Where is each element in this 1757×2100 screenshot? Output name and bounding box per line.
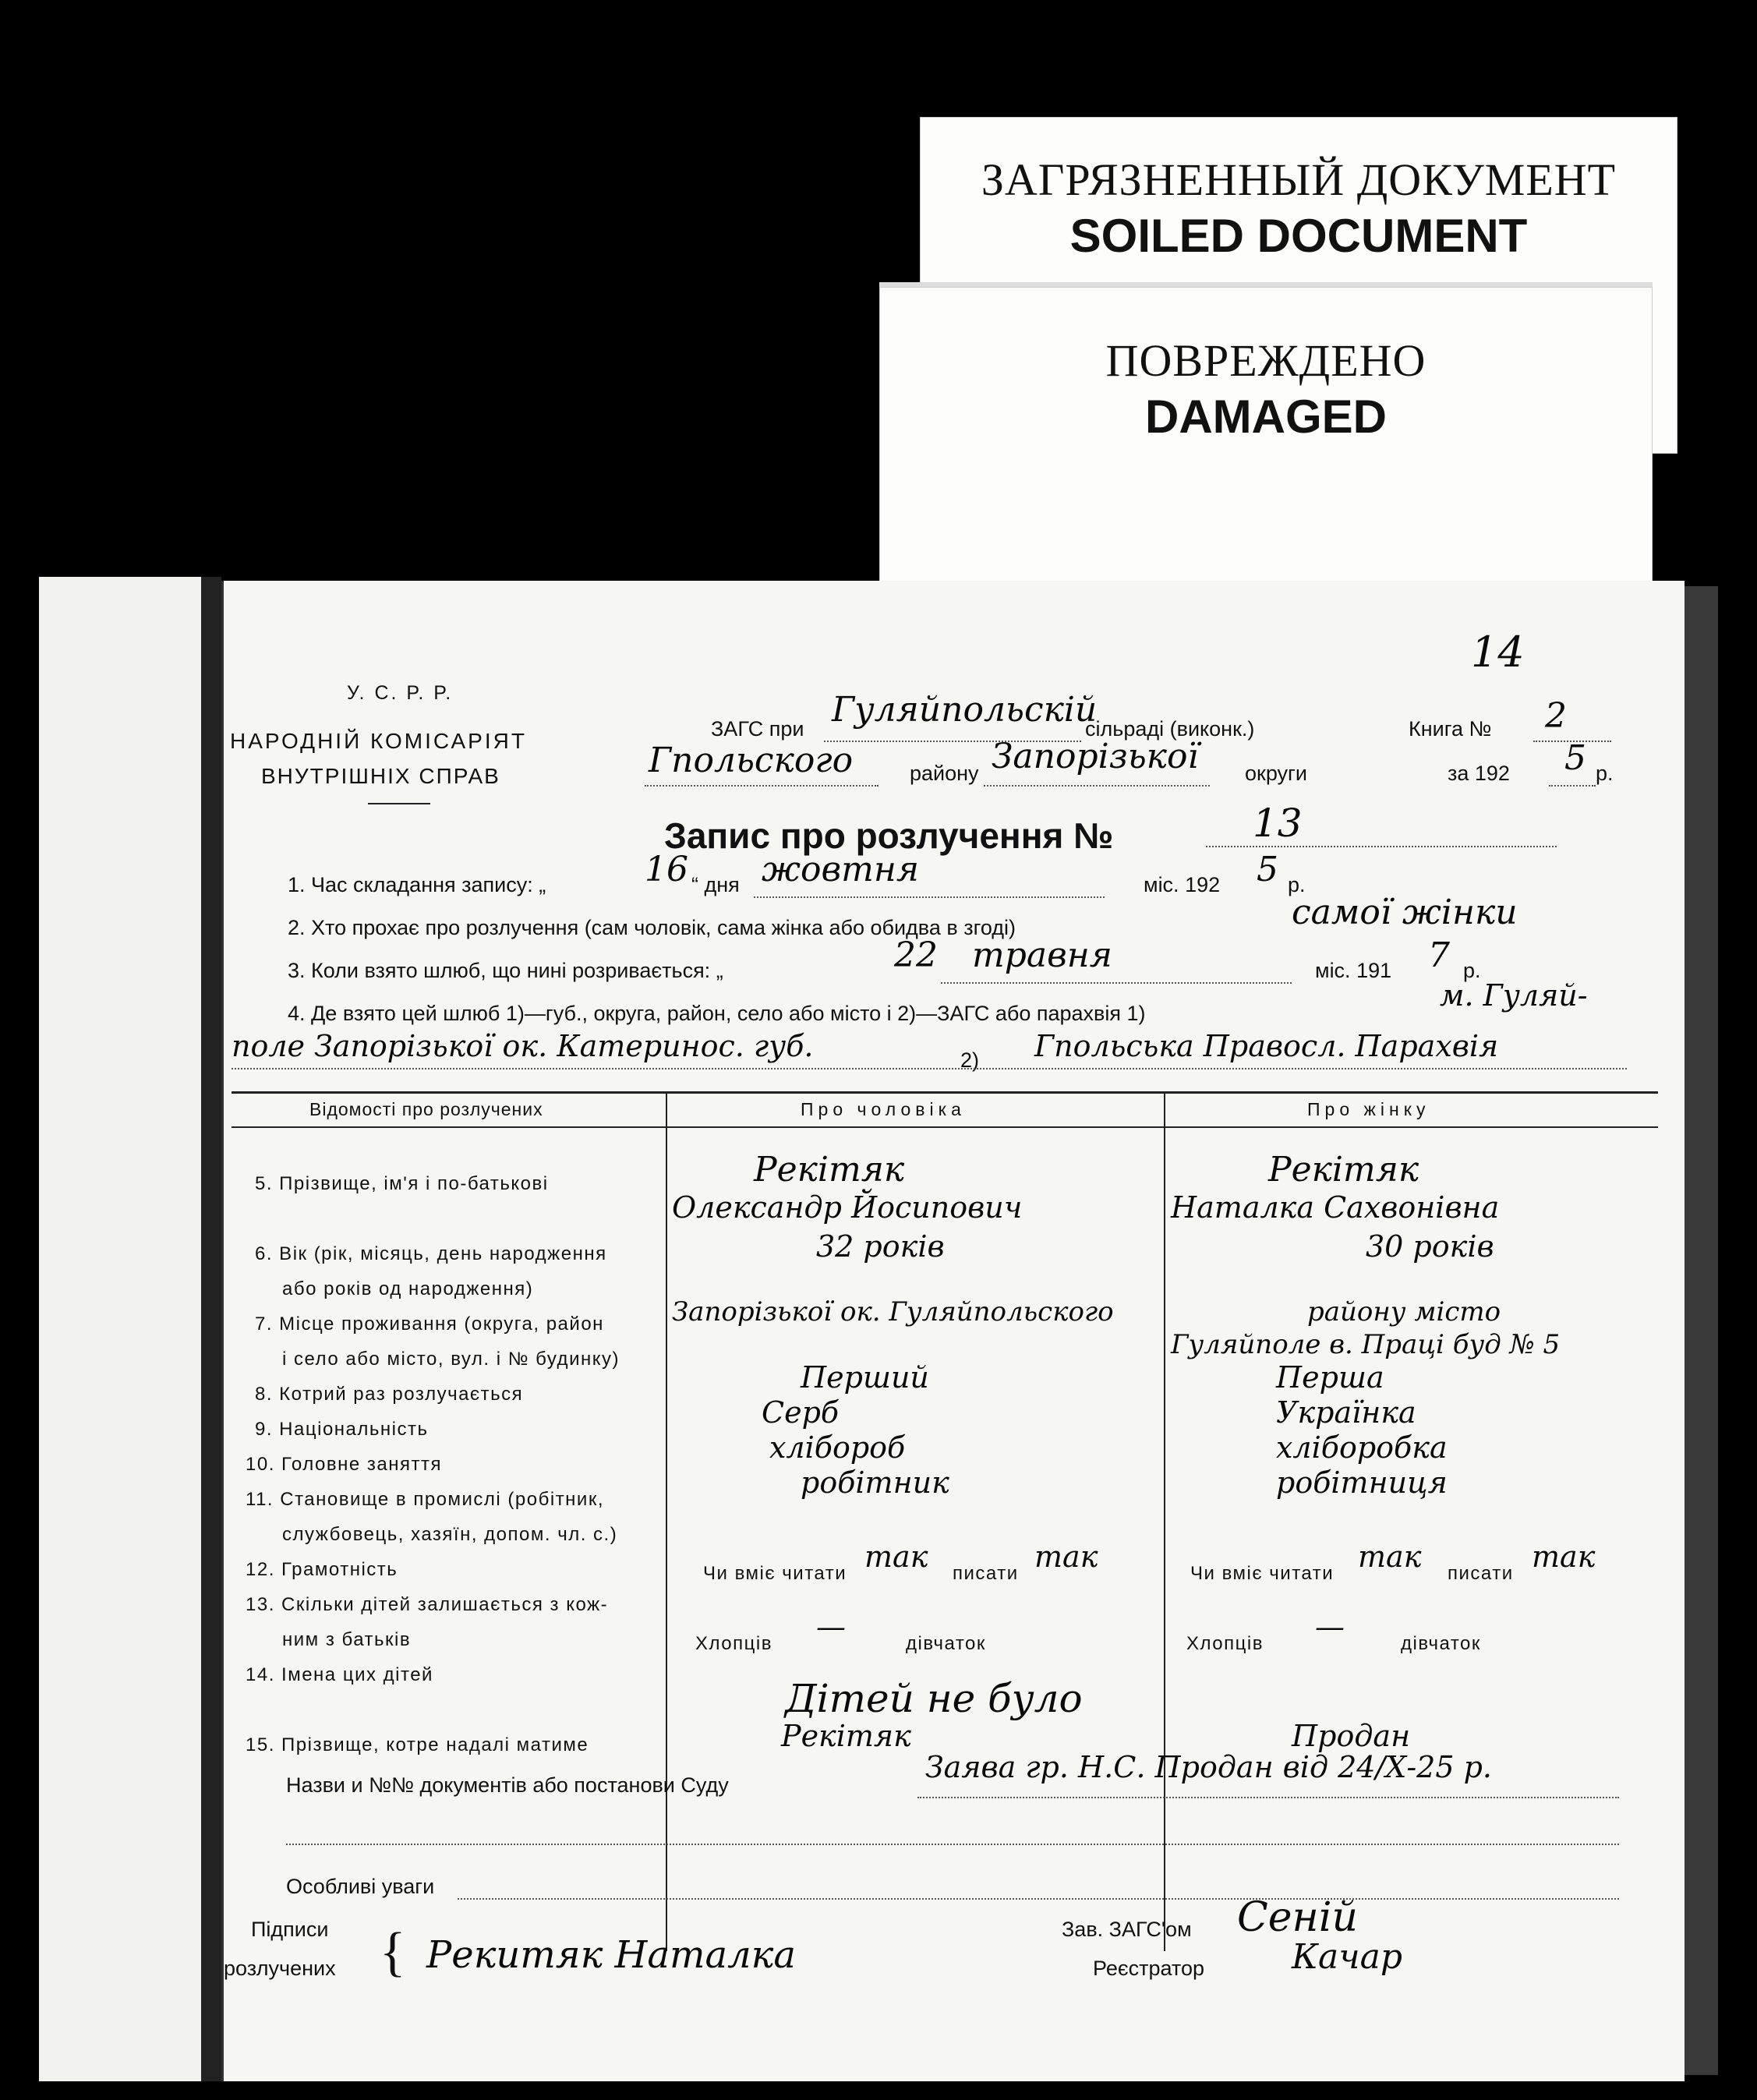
husband-time: Перший: [801, 1360, 929, 1395]
form-title: Запис про розлучення №: [664, 815, 1114, 856]
q1-day: 16: [645, 850, 688, 889]
wife-write: так: [1532, 1540, 1596, 1574]
registrar-label: Реєстратор: [1093, 1957, 1205, 1980]
husband-boys-label: Хлопців: [695, 1633, 772, 1654]
q3-suffix: р.: [1463, 959, 1481, 982]
wife-residence-2: Гуляйполе в. Праці буд № 5: [1171, 1329, 1561, 1360]
q3-label: 3. Коли взято шлюб, що нині розривається: „: [288, 959, 723, 982]
header-divider: [368, 803, 430, 804]
wife-surname: Рекітяк: [1268, 1150, 1419, 1190]
husband-future-surname: Рекітяк: [781, 1719, 911, 1753]
wife-boys: —: [1315, 1610, 1345, 1644]
docs-label: Назви и №№ документів або постанови Суду: [286, 1773, 729, 1797]
row-8-label: 8. Котрий раз розлучається: [255, 1384, 524, 1405]
q4-line: [232, 1068, 1627, 1069]
kniga-value: 2: [1545, 696, 1567, 736]
q3-year: 7: [1428, 935, 1450, 975]
wife-residence-1: району місто: [1307, 1296, 1501, 1328]
row-6a-label: 6. Вік (рік, місяць, день народження: [255, 1243, 607, 1264]
year-suffix: р.: [1596, 762, 1614, 785]
husband-surname: Рекітяк: [754, 1150, 905, 1190]
kniga-label: Книга №: [1409, 717, 1492, 741]
q1-year: 5: [1257, 850, 1278, 889]
q4-value-3: Гпольська Правосл. Парахвія: [1034, 1029, 1499, 1063]
q4-value-1: м. Гуляй-: [1440, 978, 1588, 1013]
q1-suffix: р.: [1288, 873, 1306, 896]
q2-label: 2. Хто прохає про розлучення (сам чоловік, сама жінка або обидва в згоді): [288, 916, 1016, 939]
q1-month: жовтня: [762, 850, 919, 889]
row-11a-label: 11. Становище в промислі (робітник,: [246, 1489, 605, 1510]
wife-age: 30 років: [1366, 1229, 1494, 1264]
husband-position: робітник: [801, 1465, 949, 1500]
row-5-label: 5. Прізвище, ім'я і по-батькові: [255, 1173, 549, 1194]
wife-future-surname: Продан: [1292, 1719, 1411, 1753]
wife-read-label: Чи вміє читати: [1190, 1563, 1335, 1584]
okrugi-line: [984, 785, 1210, 787]
q3-month: травня: [972, 935, 1112, 975]
row-11b-label: службовець, хазяїн, допом. чл. с.): [282, 1524, 618, 1545]
wife-read: так: [1358, 1540, 1422, 1574]
husband-boys: —: [816, 1610, 846, 1644]
signatures-label-1: Підписи: [251, 1918, 329, 1941]
year-value: 5: [1564, 738, 1586, 778]
divorce-record-form: [221, 581, 1685, 2081]
row-6b-label: або років од народження): [282, 1278, 534, 1299]
notes-line: [458, 1898, 1619, 1900]
row-9-label: 9. Національність: [255, 1419, 429, 1440]
table-header-husband: Про чоловіка: [801, 1099, 966, 1119]
wife-nationality: Українка: [1276, 1395, 1416, 1430]
docs-line: [917, 1797, 1619, 1798]
q4-label: 4. Де взято цей шлюб 1)—губ., округа, район, село або місто і 2)—ЗАГС або парахвія 1): [288, 1002, 1146, 1025]
rayonu-line: [645, 785, 878, 787]
table-divider-1: [666, 1094, 667, 1951]
commissariat-heading-1: НАРОДНІЙ КОМІСАРІЯТ: [230, 729, 527, 753]
q4-value-2: поле Запорізької ок. Катеринос. губ.: [232, 1029, 814, 1063]
q3-year-label: міс. 191: [1315, 959, 1392, 982]
husband-occupation: хлібороб: [769, 1430, 906, 1465]
year-label: за 192: [1448, 762, 1510, 785]
notes-label: Особливі уваги: [286, 1875, 435, 1898]
husband-name: Олександр Йосипович: [672, 1190, 1023, 1225]
q3-day: 22: [894, 935, 938, 975]
ussr-heading: У. С. Р. Р.: [347, 682, 454, 704]
row-13b-label: ним з батьків: [282, 1629, 412, 1650]
page-right-edge: [1682, 586, 1718, 2075]
table-header-wife: Про жінку: [1307, 1099, 1430, 1119]
silradi-label: сільраді (виконк.): [1085, 717, 1255, 741]
q2-value: самої жінки: [1292, 893, 1518, 932]
q1-mid: “ дня: [691, 873, 740, 896]
rayonu-value: Гпольского: [649, 741, 854, 780]
row-10-label: 10. Головне заняття: [246, 1454, 442, 1475]
okrugi-value: Запорізької: [992, 737, 1199, 776]
signatures-label-2: розлучених: [224, 1957, 336, 1980]
husband-write: так: [1034, 1540, 1098, 1574]
row-15-label: 15. Прізвище, котре надалі матиме: [246, 1734, 589, 1755]
commissariat-heading-2: ВНУТРІШНІХ СПРАВ: [261, 764, 500, 788]
wife-girls-label: дівчаток: [1401, 1633, 1481, 1654]
docs-value: Заява гр. Н.С. Продан від 24/Х-25 р.: [925, 1750, 1492, 1784]
table-top-line: [232, 1091, 1658, 1094]
signatures-brace: {: [380, 1922, 406, 1982]
signature-divorcees: Рекитяк Наталка: [426, 1933, 796, 1977]
husband-age: 32 років: [816, 1229, 945, 1264]
q1-year-label: міс. 192: [1144, 873, 1221, 896]
damaged-label-en: DAMAGED: [1145, 391, 1387, 443]
row-14-label: 14. Імена цих дітей: [246, 1664, 433, 1685]
soiled-label-en: SOILED DOCUMENT: [1069, 210, 1528, 262]
head-label: Зав. ЗАГС'ом: [1062, 1918, 1192, 1941]
husband-write-label: писати: [953, 1563, 1019, 1584]
docs-line-2: [286, 1844, 1619, 1845]
soiled-label-ru: ЗАГРЯЗНЕННЫЙ ДОКУМЕНТ: [981, 154, 1617, 205]
wife-boys-label: Хлопців: [1186, 1633, 1264, 1654]
table-header-info: Відомості про розлучених: [309, 1099, 543, 1119]
wife-name: Наталка Сахвонівна: [1171, 1190, 1500, 1225]
husband-girls-label: дівчаток: [906, 1633, 986, 1654]
damaged-label-ru: ПОВРЕЖДЕНО: [1105, 335, 1426, 386]
husband-read-label: Чи вміє читати: [703, 1563, 847, 1584]
page-spine: [201, 577, 221, 2081]
row-7a-label: 7. Місце проживання (округа, район: [255, 1313, 604, 1335]
row-12-label: 12. Грамотність: [246, 1559, 398, 1580]
q1-month-line: [754, 896, 1105, 898]
table-header-line: [232, 1126, 1658, 1128]
children-names: Дітей не було: [785, 1676, 1083, 1721]
wife-time: Перша: [1276, 1360, 1384, 1395]
q1-label: 1. Час складання запису: „: [288, 873, 546, 896]
husband-nationality: Серб: [762, 1395, 840, 1430]
husband-residence: Запорізької ок. Гуляйпольского: [672, 1296, 1114, 1328]
q3-month-line: [941, 982, 1292, 984]
head-signature: Сеній: [1237, 1894, 1358, 1941]
wife-occupation: хліборобка: [1276, 1430, 1448, 1465]
record-number-line: [1206, 846, 1557, 847]
rayonu-label: району: [910, 762, 979, 785]
table-divider-2: [1164, 1094, 1165, 1951]
wife-write-label: писати: [1448, 1563, 1514, 1584]
zags-pri-label: ЗАГС при: [711, 717, 804, 741]
page-number: 14: [1471, 628, 1525, 677]
okrugi-label: округи: [1245, 762, 1307, 785]
registrar-signature: Качар: [1292, 1937, 1403, 1977]
page-edge: [39, 577, 214, 2081]
zags-pri-value: Гуляйпольскій: [832, 690, 1098, 730]
row-13a-label: 13. Скільки дітей залишається з кож-: [246, 1594, 609, 1615]
wife-position: робітниця: [1276, 1465, 1448, 1500]
year-line: [1549, 785, 1596, 787]
row-7b-label: і село або місто, вул. і № будинку): [282, 1349, 620, 1370]
q4-label-2: 2): [960, 1048, 980, 1072]
damaged-document-label: [879, 287, 1653, 585]
record-number: 13: [1253, 801, 1303, 846]
husband-read: так: [864, 1540, 928, 1574]
